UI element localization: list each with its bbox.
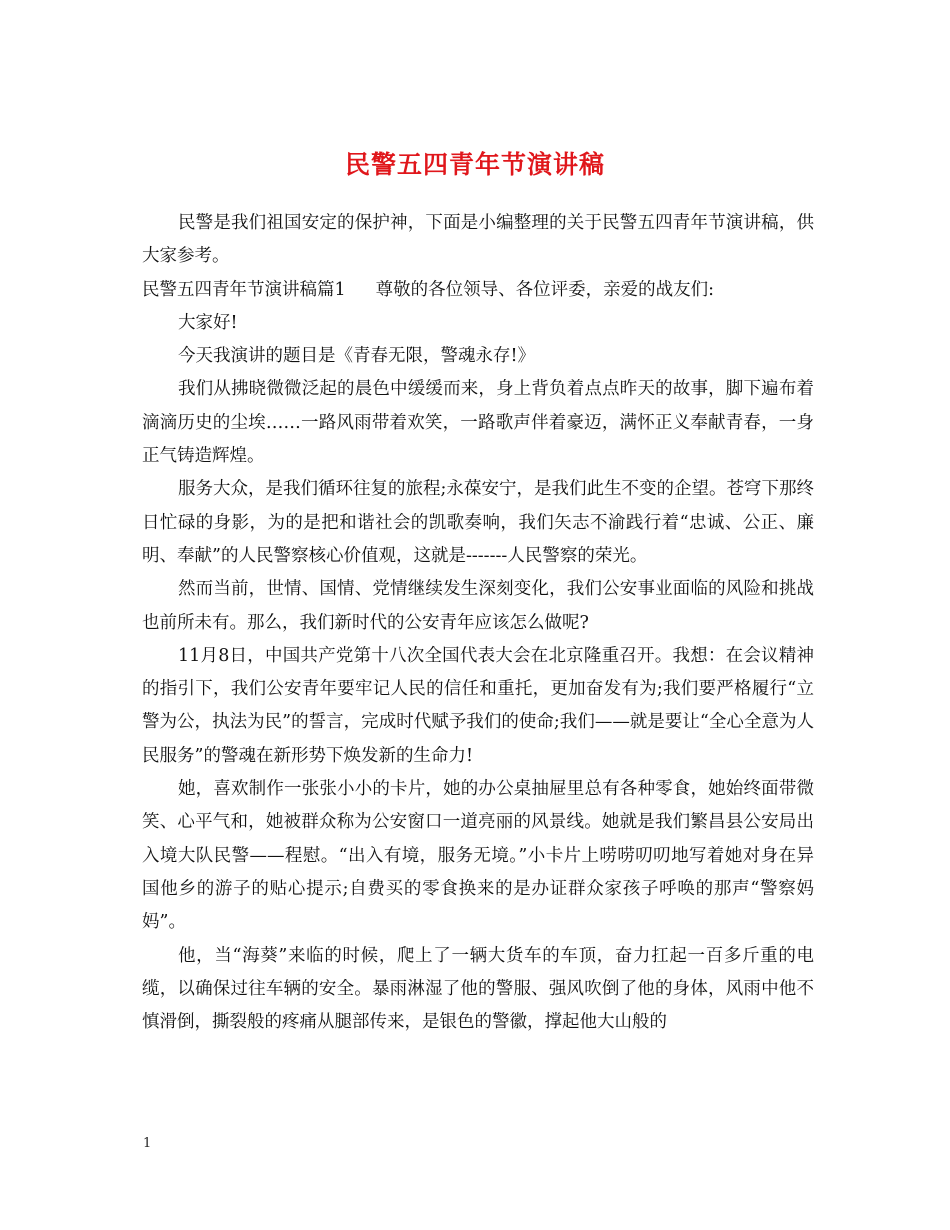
body-paragraph: 服务大众，是我们循环往复的旅程;永葆安宁，是我们此生不变的企望。苍穹下那终日忙碌的身影，为的是把和谐社会的凯歌奏响，我们矢志不渝践行着“忠诚、公正、廉明、奉献”的人民警察核心价值观，这就是-------人民警察的荣光。 bbox=[142, 479, 814, 566]
salutation: 尊敬的各位领导、各位评委，亲爱的战友们: bbox=[375, 279, 715, 300]
body-paragraph: 我们从拂晓微微泛起的晨色中缓缓而来，身上背负着点点昨天的故事，脚下遍布着滴滴历史的尘埃……一路风雨带着欢笑，一路歌声伴着豪迈，满怀正义奉献青春，一身正气铸造辉煌。 bbox=[142, 379, 814, 467]
document-title: 民警五四青年节演讲稿 bbox=[344, 149, 605, 179]
body-paragraph: 她，喜欢制作一张张小小的卡片，她的办公桌抽屉里总有各种零食，她始终面带微笑、心平气和，她被群众称为公安窗口一道亮丽的风景线。她就是我们繁昌县公安局出入境大队民警——程慰。“出入有境，服务无境。”小卡片上唠唠叨叨地写着她对身在异国他乡的游子的贴心提示;自费买的零食换来的是办证群众家孩子呼唤的那声“警察妈妈”。 bbox=[142, 779, 814, 933]
body-paragraph: 大家好! bbox=[178, 312, 238, 333]
intro-paragraph: 民警是我们祖国安定的保护神，下面是小编整理的关于民警五四青年节演讲稿，供大家参考。 bbox=[142, 213, 814, 267]
section-heading-line bbox=[142, 274, 814, 307]
document-body bbox=[142, 207, 814, 1039]
body-paragraph: 他，当“海葵”来临的时候，爬上了一辆大货车的车顶，奋力扛起一百多斤重的电缆，以确保过往车辆的安全。暴雨淋湿了他的警服、强风吹倒了他的身体，风雨中他不慎滑倒，撕裂般的疼痛从腿部传来，是银色的警徽，撑起他大山般的 bbox=[142, 945, 814, 1033]
body-paragraph: 然而当前，世情、国情、党情继续发生深刻变化，我们公安事业面临的风险和挑战也前所未有。那么，我们新时代的公安青年应该怎么做呢? bbox=[142, 579, 814, 633]
section-heading: 民警五四青年节演讲稿篇1 bbox=[142, 279, 346, 300]
page-number: 1 bbox=[143, 1136, 152, 1151]
body-paragraph: 11月8日，中国共产党第十八次全国代表大会在北京隆重召开。我想：在会议精神的指引下，我们公安青年要牢记人民的信任和重托，更加奋发有为;我们要严格履行“立警为公，执法为民”的誓言，完成时代赋予我们的使命;我们——就是要让“全心全意为人民服务”的警魂在新形势下焕发新的生命力! bbox=[142, 645, 814, 766]
body-paragraph: 今天我演讲的题目是《青春无限，警魂永存!》 bbox=[178, 346, 536, 367]
